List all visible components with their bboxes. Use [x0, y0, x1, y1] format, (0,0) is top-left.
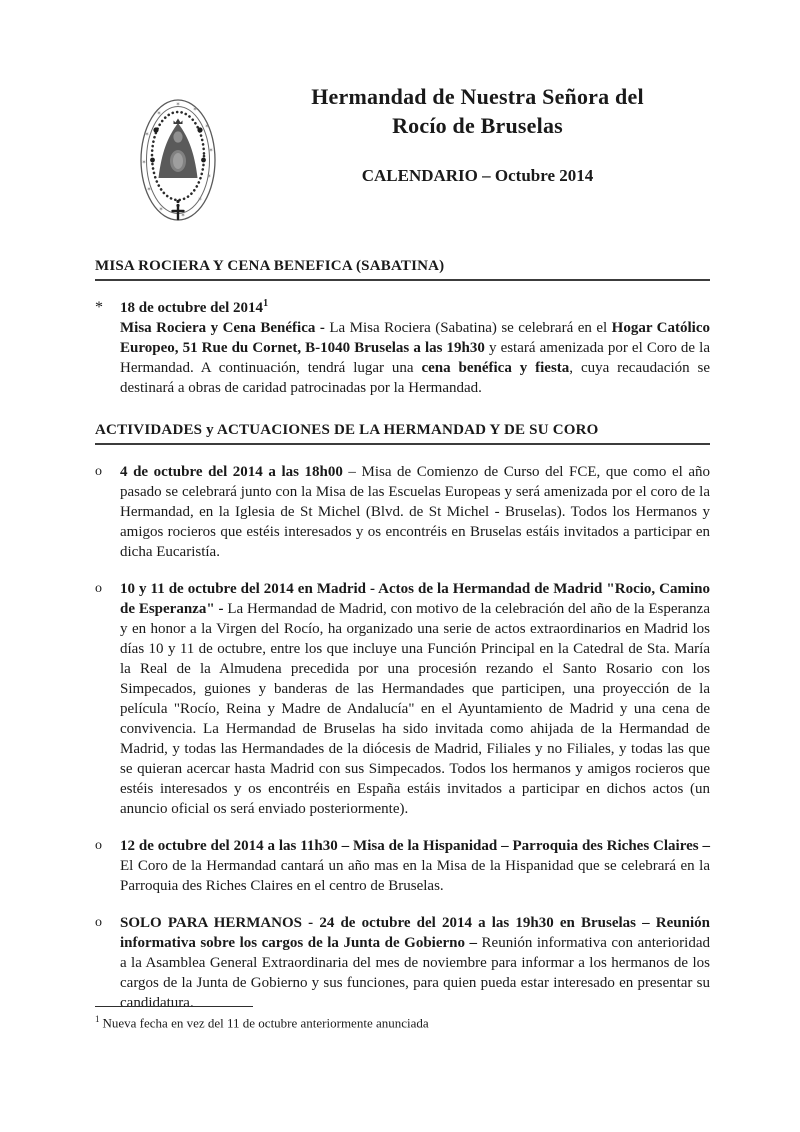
- bullet-marker: o: [95, 838, 102, 853]
- list-item: [95, 579, 710, 819]
- item-text: [120, 836, 710, 896]
- item-text: [120, 462, 710, 562]
- footnote-ref: 1: [95, 1014, 100, 1024]
- title-block: [245, 82, 710, 186]
- list-item: [95, 462, 710, 562]
- bullet-marker: o: [95, 581, 102, 596]
- item-date-line: 18 de octubre del 2014$^1$: [120, 298, 269, 316]
- svg-text:✶: ✶: [204, 123, 210, 130]
- item-text: [120, 298, 710, 398]
- item-text: [120, 579, 710, 819]
- item-paragraph: 10 y 11 de octubre del 2014 en Madrid - Actos de la Hermandad de Madrid "Rocio, Camino de Esperanza" - La Hermandad de Madrid, con motivo de la celebración del año de la Esperanza y en honor a la Virgen del Rocío, ha organizado una serie de actos extraordinarios en Madrid los días 10 y 11 de octubre, entre los que incluye una Función Principal en la Catedral de Sta. María la Real de la Almudena precedida por una procesión rezando el Santo Rosario con los Simpecados, guiones y banderas de las Hermandades que participen, una proyección de la película "Rocío, Reina y Madre de Andalucía" en el Ayuntamiento de Madrid y una cena de convivencia. La Hermandad de Bruselas ha sido invitada como ahijada de la Hermandad de Madrid, y todas las Hermandades de la diócesis de Madrid, Filiales y no Filiales, y todas las que se quieran acercar hasta Madrid con sus Simpecados. Todos los hermanos y amigos rocieros que estéis interesados y os encontréis en España estáis invitados a participar en dichos actos (un anuncio oficial os será enviado posteriormente).: [120, 581, 710, 817]
- list-item: [95, 298, 710, 398]
- page-title-line2: Rocío de Bruselas: [392, 113, 563, 139]
- svg-text:✶: ✶: [180, 212, 186, 219]
- footnote-separator: [95, 1006, 253, 1007]
- item-paragraph: 4 de octubre del 2014 a las 18h00 – Misa de Comienzo de Curso del FCE, que como el año pasado se celebrará junto con la Misa de las Escuelas Europeas y será amenizada por el coro de la Hermandad, en la Iglesia de St Michel (Blvd. de St Michel - Bruselas). Todos los Hermanos y amigos rocieros que estéis interesados y os encontréis en Bruselas estáis invitados a participar en dicha Eucaristía.: [120, 464, 710, 560]
- section-heading: MISA ROCIERA Y CENA BENEFICA (SABATINA): [95, 258, 710, 281]
- item-text: [120, 913, 710, 1013]
- svg-text:✶: ✶: [156, 110, 162, 117]
- list-item: [95, 836, 710, 896]
- footnote-text: [95, 1014, 710, 1032]
- virgen-del-rocio-emblem-icon: [139, 98, 217, 222]
- page-subtitle: CALENDARIO – Octubre 2014: [361, 166, 594, 186]
- section: [95, 422, 710, 1013]
- svg-text:✶: ✶: [192, 106, 198, 113]
- bullet-marker: o: [95, 464, 102, 479]
- bullet-marker: o: [95, 915, 102, 930]
- item-paragraph: SOLO PARA HERMANOS - 24 de octubre del 2014 a las 19h30 en Bruselas – Reunión informativa sobre los cargos de la Junta de Gobierno – Reunión informativa con anterioridad a la Asamblea General Extraordinaria del mes de noviembre para informar a los hermanos de los cargos de la Junta de Gobierno y sus funciones, para quien pueda estar interesado en presentar su candidatura.: [120, 915, 711, 1011]
- svg-text:✶: ✶: [158, 206, 164, 213]
- svg-text:✶: ✶: [144, 131, 150, 138]
- svg-text:✶: ✶: [141, 159, 147, 166]
- item-paragraph: 12 de octubre del 2014 a las 11h30 – Misa de la Hispanidad – Parroquia des Riches Claires – El Coro de la Hermandad cantará un año mas en la Misa de la Hispanidad que se celebrará en la Parroquia des Riches Claires en el centro de Bruselas.: [120, 838, 710, 894]
- footnote-body: Nueva fecha en vez del 11 de octubre anteriormente anunciada: [102, 1015, 429, 1031]
- sections: [95, 258, 710, 1013]
- document-header: [95, 82, 710, 234]
- svg-text:✶: ✶: [208, 147, 214, 154]
- list-item: [95, 913, 710, 1013]
- footnote: [95, 1006, 710, 1032]
- svg-text:✶: ✶: [197, 196, 203, 203]
- svg-text:✶: ✶: [206, 173, 212, 180]
- svg-text:✶: ✶: [146, 186, 152, 193]
- page-title: [245, 82, 710, 140]
- bullet-marker: *: [95, 299, 103, 316]
- svg-text:✶: ✶: [175, 101, 181, 108]
- section-heading: ACTIVIDADES y ACTUACIONES DE LA HERMANDAD Y DE SU CORO: [95, 422, 710, 445]
- footnote-ref-marker: 1: [263, 298, 269, 309]
- section: [95, 258, 710, 398]
- page-title-line1: Hermandad de Nuestra Señora del: [311, 84, 644, 109]
- item-paragraph: Misa Rociera y Cena Benéfica - La Misa Rociera (Sabatina) se celebrará en el Hogar Católico Europeo, 51 Rue du Cornet, B-1040 Bruselas a las 19h30 y estará amenizada por el Coro de la Hermandad. A continuación, tendrá lugar una cena benéfica y fiesta, cuya recaudación se destinará a obras de caridad patrocinadas por la Hermandad.: [120, 320, 711, 396]
